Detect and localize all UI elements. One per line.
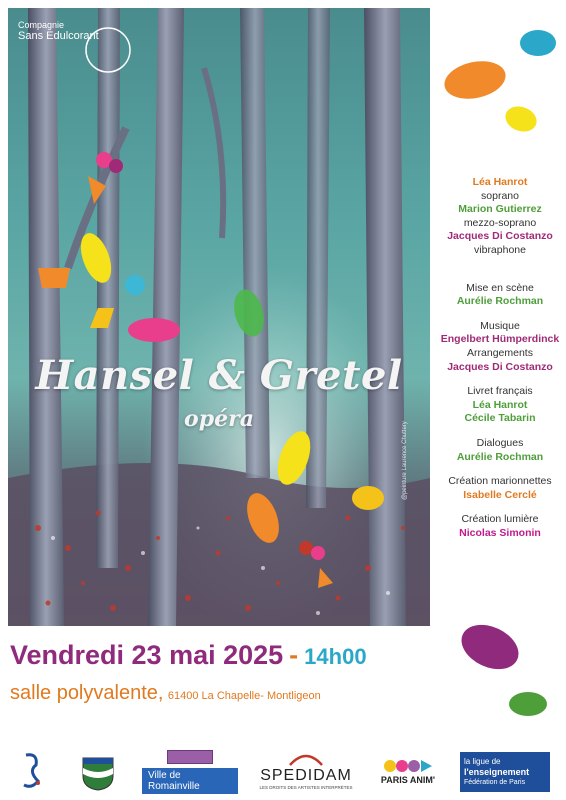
spedidam-label: SPEDIDAM: [260, 766, 352, 784]
dial-role: Dialogues: [476, 436, 524, 449]
mise-name: Aurélie Rochman: [456, 295, 544, 308]
purple-blob: [454, 616, 525, 678]
event-date: Vendredi 23 mai 2025: [10, 640, 284, 670]
romainville-emblem: [167, 750, 213, 764]
venue-name: salle polyvalente,: [10, 682, 164, 704]
parisanim-label: PARIS ANIM': [380, 775, 436, 785]
logo-romainville: [142, 750, 238, 794]
show-title: Hansel & Gretel: [35, 352, 403, 399]
livret-name-2: Cécile Tabarin: [464, 412, 536, 425]
logo-chapelle: [14, 748, 52, 794]
musique-group: [438, 320, 562, 374]
livret-name-1: Léa Hanrot: [472, 398, 528, 411]
mise-role: Mise en scène: [466, 281, 534, 294]
company-line2: Sans Edulcorant: [18, 30, 99, 42]
spedidam-sub: LES DROITS DES ARTISTES INTERPRÈTES: [259, 784, 353, 790]
musique-name: Engelbert Hümperdinck: [440, 333, 560, 346]
dialogues-group: [438, 437, 562, 464]
ligue-line1: la ligue de: [464, 756, 501, 766]
lumiere-group: [438, 513, 562, 540]
lum-role: Création lumière: [461, 513, 539, 526]
orange-blob: [441, 56, 509, 104]
company-logo: [18, 20, 99, 42]
parisanim-shapes-icon: [383, 759, 433, 773]
marionnettes-group: [438, 475, 562, 502]
livret-group: [438, 385, 562, 426]
logo-coat-of-arms: [78, 754, 118, 794]
cast-group: [438, 176, 562, 258]
venue-address: 61400 La Chapelle- Montligeon: [167, 690, 321, 702]
cast-name-1: Léa Hanrot: [472, 176, 528, 188]
event-date-line: [10, 640, 367, 671]
cast-name-3: Jacques Di Costanzo: [447, 230, 553, 243]
green-blob: [509, 692, 547, 716]
arr-role: Arrangements: [467, 346, 533, 359]
ligue-line2: l'enseignement: [464, 766, 530, 777]
credits-column: [438, 176, 562, 551]
logo-parisanim: [378, 752, 438, 792]
dial-name: Aurélie Rochman: [456, 450, 544, 463]
poster-painting: [8, 8, 430, 626]
musique-role: Musique: [480, 319, 520, 332]
livret-role: Livret français: [467, 385, 533, 398]
event-time: 14h00: [304, 644, 367, 669]
cast-role-1: soprano: [481, 189, 519, 202]
logo-ligue: [460, 752, 550, 792]
chapelle-logo-icon: [18, 751, 48, 791]
event-venue: [10, 682, 321, 705]
lum-name: Nicolas Simonin: [459, 526, 541, 539]
yellow-blob: [502, 102, 540, 135]
cast-name-2: Marion Gutierrez: [458, 203, 542, 216]
mise-group: [438, 282, 562, 309]
marion-name: Isabelle Cerclé: [463, 488, 537, 501]
cast-role-3: vibraphone: [474, 243, 526, 256]
arr-name: Jacques Di Costanzo: [447, 360, 553, 373]
company-line1: Compagnie: [18, 20, 65, 30]
shield-icon: [81, 756, 115, 792]
marion-role: Création marionnettes: [448, 475, 552, 488]
forest-painting-svg: [8, 8, 430, 626]
show-subtitle: opéra: [184, 406, 254, 432]
cyan-blob: [520, 30, 556, 56]
cast-role-2: mezzo-soprano: [463, 216, 537, 229]
romainville-label: Ville de Romainville: [142, 768, 238, 794]
date-separator: -: [289, 640, 299, 670]
ligue-line3: Fédération de Paris: [464, 778, 526, 786]
logo-spedidam: [254, 744, 358, 796]
spedidam-swoosh-icon: [286, 751, 326, 767]
artist-credit: @peinture Laurence Chuttery: [402, 421, 408, 500]
